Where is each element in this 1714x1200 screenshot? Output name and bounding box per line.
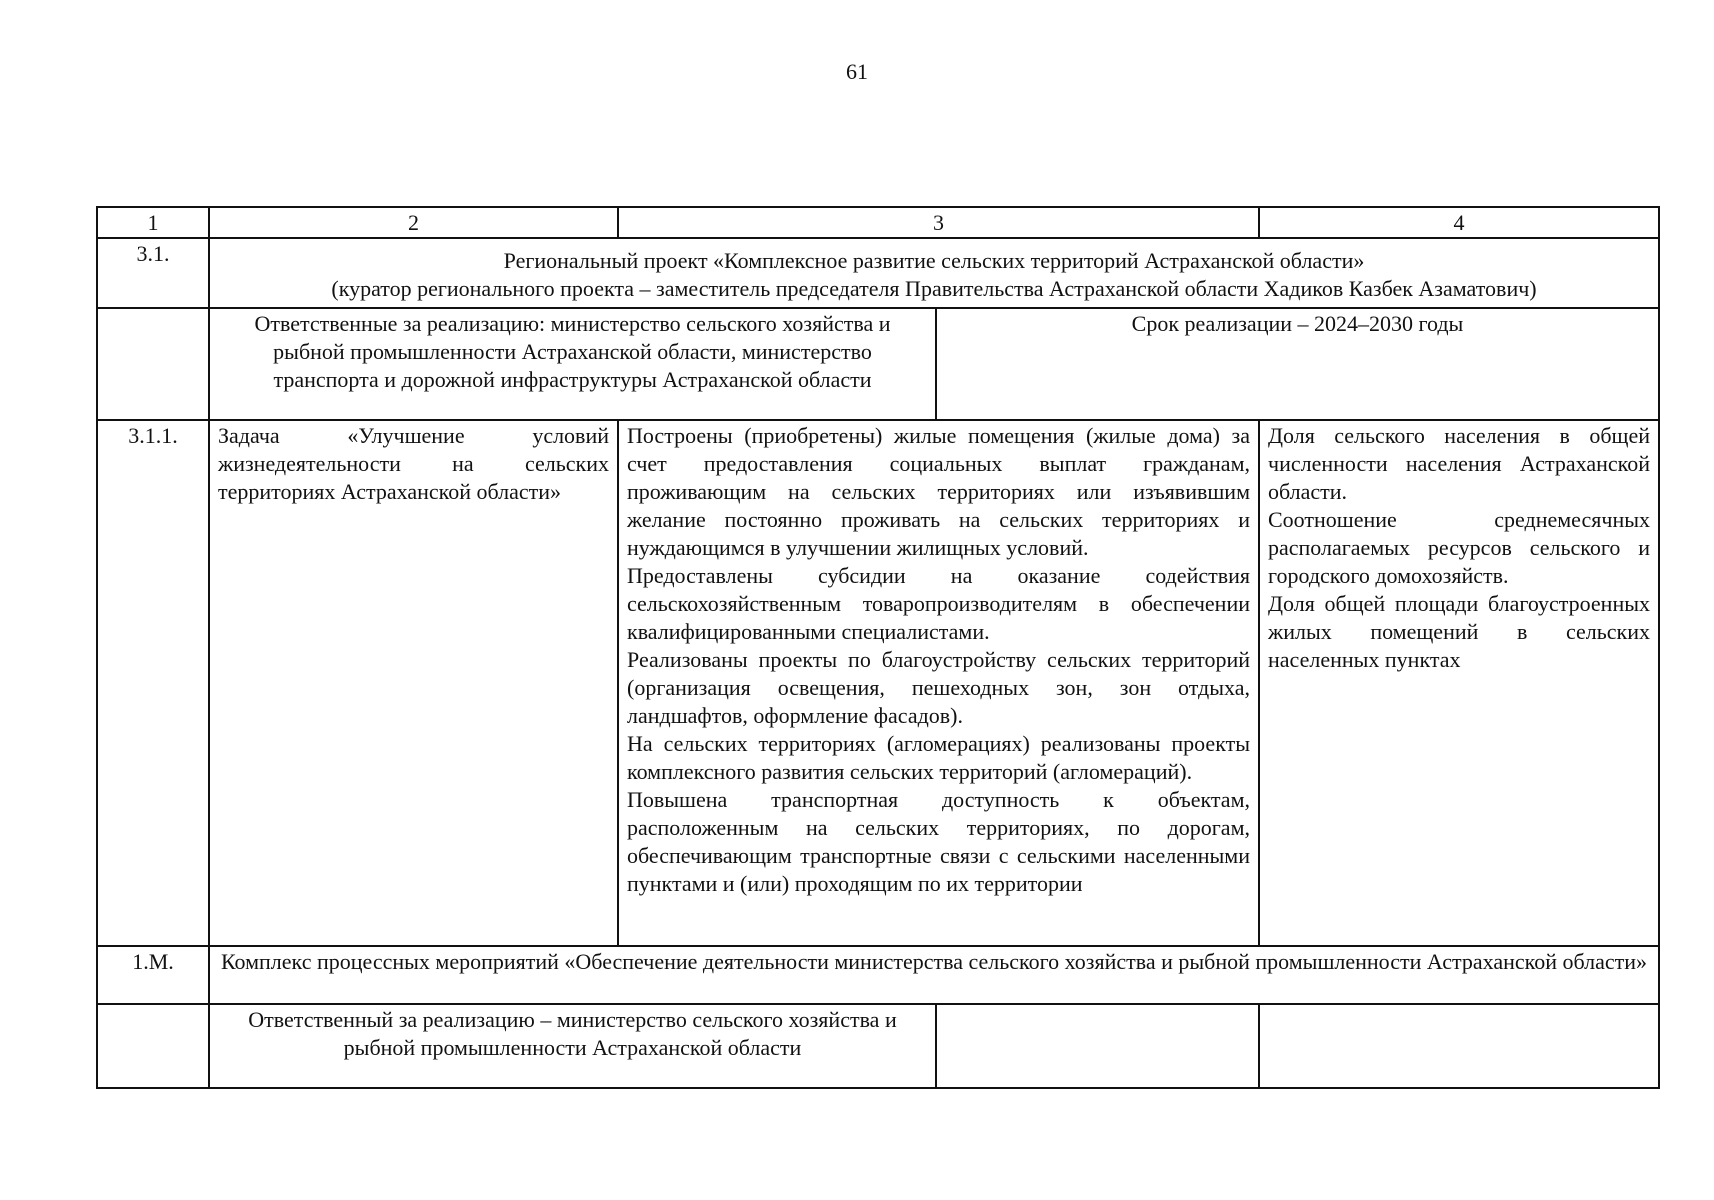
result-item: На сельских территориях (агломерациях) реализованы проекты комплексного развития сельских территорий (агломераций). — [627, 731, 1250, 784]
empty-cell — [1259, 1004, 1659, 1088]
empty-cell — [97, 308, 209, 420]
section-3-1-row — [97, 238, 1659, 308]
indicator-item: Соотношение среднемесячных располагаемых ресурсов сельского и городского домохозяйств. — [1268, 507, 1650, 588]
page-number: 61 — [846, 59, 868, 84]
implementation-table — [96, 206, 1660, 1089]
indicator-item: Доля сельского населения в общей численности населения Астраханской области. — [1268, 423, 1650, 504]
task-row — [97, 420, 1659, 946]
section-number: 3.1. — [97, 238, 209, 308]
section-title: Комплекс процессных мероприятий «Обеспечение деятельности министерства сельского хозяйства и рыбной промышленности Астраханской области» — [209, 946, 1659, 1004]
responsible-row-2 — [97, 1004, 1659, 1088]
section-curator: (куратор регионального проекта – заместитель председателя Правительства Астраханской области Хадиков Казбек Азаматович) — [331, 276, 1537, 301]
empty-cell — [97, 1004, 209, 1088]
results-cell — [618, 420, 1259, 946]
responsible-cell: Ответственные за реализацию: министерство сельского хозяйства и рыбной промышленности Астраханской области, министерство транспорта и дорожной инфраструктуры Астраханской области — [209, 308, 936, 420]
section-1-m-row — [97, 946, 1659, 1004]
table-header-row — [97, 207, 1659, 238]
column-header-1: 1 — [97, 207, 209, 238]
responsible-cell: Ответственный за реализацию – министерство сельского хозяйства и рыбной промышленности Астраханской области — [209, 1004, 936, 1088]
result-item: Реализованы проекты по благоустройству сельских территорий (организация освещения, пешеходных зон, зон отдыха, ландшафтов, оформление фасадов). — [627, 647, 1250, 728]
column-header-2: 2 — [209, 207, 618, 238]
column-header-3: 3 — [618, 207, 1259, 238]
indicators-cell — [1259, 420, 1659, 946]
column-header-4: 4 — [1259, 207, 1659, 238]
empty-cell — [936, 1004, 1259, 1088]
result-item: Предоставлены субсидии на оказание содействия сельскохозяйственным товаропроизводителям в обеспечении квалифицированными специалистами. — [627, 563, 1250, 644]
responsible-row — [97, 308, 1659, 420]
indicator-item: Доля общей площади благоустроенных жилых помещений в сельских населенных пунктах — [1268, 591, 1650, 672]
task-number: 3.1.1. — [97, 420, 209, 946]
section-number: 1.М. — [97, 946, 209, 1004]
term-cell: Срок реализации – 2024–2030 годы — [936, 308, 1659, 420]
section-title: Региональный проект «Комплексное развитие сельских территорий Астраханской области» — [503, 248, 1365, 273]
task-cell: Задача «Улучшение условий жизнедеятельности на сельских территориях Астраханской области» — [209, 420, 618, 946]
section-title-cell — [209, 238, 1659, 308]
result-item: Построены (приобретены) жилые помещения (жилые дома) за счет предоставления социальных выплат гражданам, проживающим на сельских территориях или изъявившим желание постоянно проживать на сельских территориях и нуждающимся в улучшении жилищных условий. — [627, 423, 1250, 560]
result-item: Повышена транспортная доступность к объектам, расположенным на сельских территориях, по дорогам, обеспечивающим транспортные связи с сельскими населенными пунктами и (или) проходящим по их территории — [627, 787, 1250, 896]
